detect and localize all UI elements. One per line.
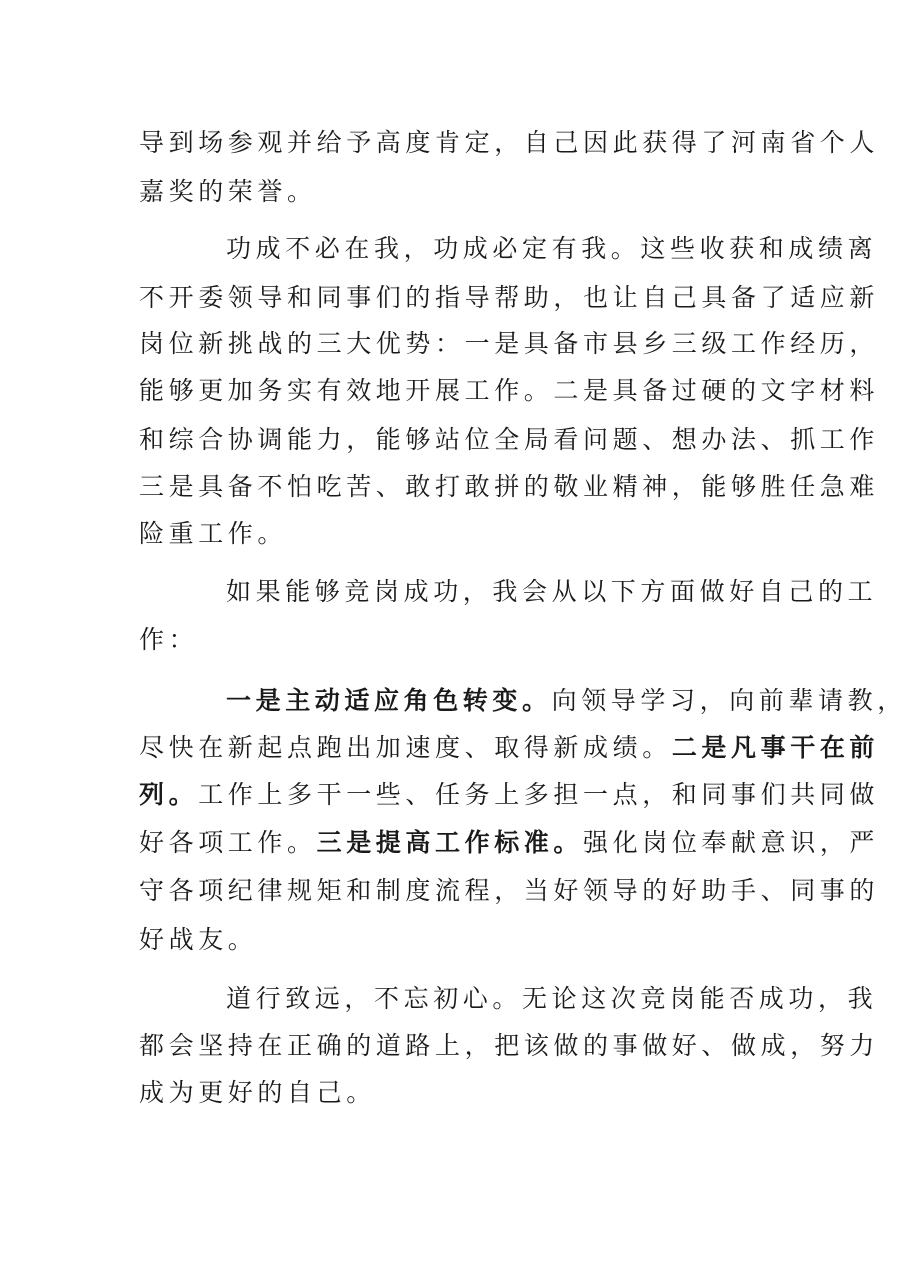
text-run: 三是具备不怕吃苦、敢打敢拼的敬业精神，能够胜任急难 [139, 472, 880, 501]
text-run: 作： [139, 625, 199, 654]
text-line [139, 828, 879, 858]
bold-heading-run: 列。 [139, 780, 199, 809]
text-run: 岗位新挑战的三大优势：一是具备市县乡三级工作经历， [139, 329, 880, 358]
text-run: 能够更加务实有效地开展工作。二是具备过硬的文字材料 [139, 376, 880, 405]
text-run: 嘉奖的荣誉。 [139, 177, 317, 206]
text-line [139, 1031, 879, 1061]
text-line [139, 425, 879, 455]
text-run: 道行致远，不忘初心。无论这次竞岗能否成功，我 [226, 984, 878, 1013]
text-line [139, 177, 317, 207]
text-run: 导到场参观并给予高度肯定，自己因此获得了河南省个人 [139, 128, 880, 157]
text-run: 不开委领导和同事们的指导帮助，也让自己具备了适应新 [139, 283, 880, 312]
text-line [139, 780, 879, 810]
text-run: 如果能够竞岗成功，我会从以下方面做好自己的工 [226, 577, 878, 606]
text-run: 好各项工作。 [139, 828, 317, 857]
text-run: 险重工作。 [139, 519, 288, 548]
bold-heading-run: 一是主动适应角色转变。 [226, 686, 552, 715]
text-run: 强化岗位奉献意识，严 [583, 828, 880, 857]
text-run: 工作上多干一些、任务上多担一点，和同事们共同做 [198, 780, 880, 809]
text-line [139, 925, 257, 955]
text-run: 和综合协调能力，能够站位全局看问题、想办法、抓工作 [139, 425, 880, 454]
text-line [139, 519, 287, 549]
text-line [139, 283, 879, 313]
text-run: 好战友。 [139, 925, 258, 954]
text-line [139, 329, 879, 359]
text-run: 尽快在新起点跑出加速度、取得新成绩。 [139, 733, 672, 762]
text-line [139, 1078, 376, 1108]
text-line [226, 984, 877, 1014]
text-line [139, 733, 879, 763]
text-line [226, 577, 877, 607]
text-line [139, 876, 879, 906]
bold-heading-run: 二是凡事干在前 [671, 733, 880, 762]
text-run: 都会坚持在正确的道路上，把该做的事做好、做成，努力 [139, 1031, 880, 1060]
text-line [139, 128, 879, 158]
text-run: 向领导学习，向前辈请教， [551, 686, 907, 715]
text-run: 成为更好的自己。 [139, 1078, 376, 1107]
text-run: 功成不必在我，功成必定有我。这些收获和成绩离 [226, 234, 878, 263]
text-line [226, 234, 877, 264]
text-run: 守各项纪律规矩和制度流程，当好领导的好助手、同事的 [139, 876, 880, 905]
bold-heading-run: 三是提高工作标准。 [316, 828, 584, 857]
text-line [226, 686, 907, 716]
text-line [139, 472, 879, 502]
text-line [139, 376, 879, 406]
text-line [139, 625, 198, 655]
